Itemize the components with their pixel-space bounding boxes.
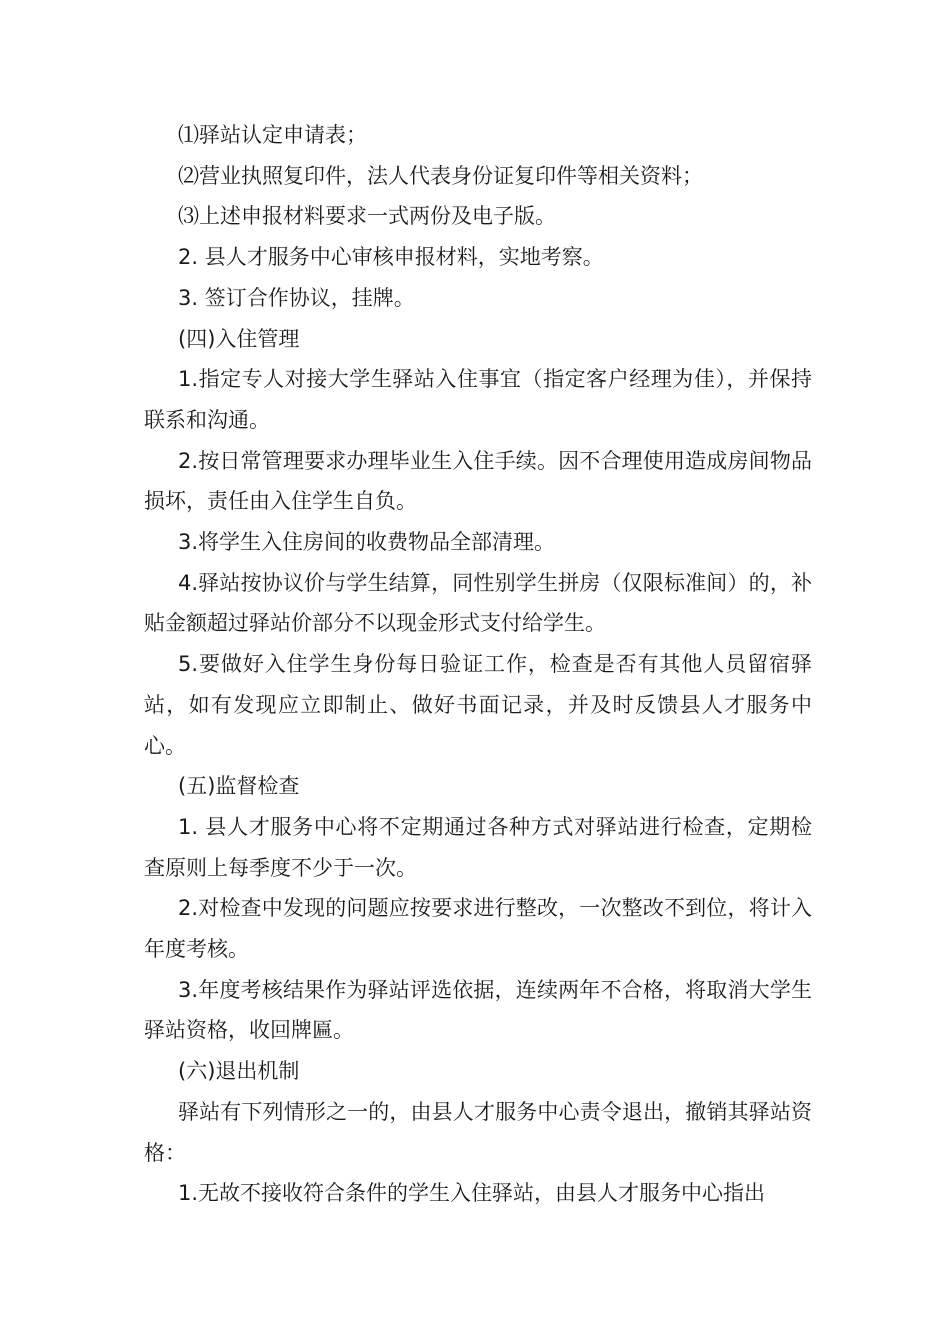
paragraph-dedicated-contact: 1.指定专人对接大学生驿站入住事宜（指定客户经理为佳），并保持联系和沟通。: [144, 367, 812, 432]
section-heading-supervision: (五)监督检查: [178, 774, 300, 799]
paragraph-annual-assessment: 3.年度考核结果作为驿站评选依据，连续两年不合格，将取消大学生驿站资格，收回牌匾。: [144, 977, 812, 1043]
section-heading-check-in: (四)入住管理: [178, 326, 300, 351]
paragraph-refuse-students: 1.无故不接收符合条件的学生入住驿站，由县人才服务中心指出: [178, 1181, 766, 1206]
document-body: [144, 115, 812, 1214]
paragraph-identity-verification: 5.要做好入住学生身份每日验证工作，检查是否有其他人员留宿驿站，如有发现应立即制止、做好书面记录，并及时反馈县人才服务中心。: [144, 652, 812, 758]
paragraph-review-materials: 2. 县人才服务中心审核申报材料，实地考察。: [178, 245, 604, 270]
paragraph-clear-items: 3.将学生入住房间的收费物品全部清理。: [178, 530, 556, 555]
paragraph-check-in-procedure: 2.按日常管理要求办理毕业生入住手续。因不合理使用造成房间物品损坏，责任由入住学生自负。: [144, 448, 812, 514]
paragraph-materials-copies: ⑶上述申报材料要求一式两份及电子版。: [178, 204, 556, 229]
paragraph-settlement: 4.驿站按协议价与学生结算，同性别学生拼房（仅限标准间）的，补贴金额超过驿站价部分不以现金形式支付给学生。: [144, 570, 812, 636]
paragraph-application-form: ⑴驿站认定申请表；: [178, 123, 367, 147]
paragraph-periodic-inspection: 1. 县人才服务中心将不定期通过各种方式对驿站进行检查，定期检查原则上每季度不少于一次。: [144, 814, 812, 880]
paragraph-business-license: ⑵营业执照复印件，法人代表身份证复印件等相关资料；: [178, 163, 703, 188]
paragraph-rectification: 2.对检查中发现的问题应按要求进行整改，一次整改不到位，将计入年度考核。: [144, 896, 812, 962]
paragraph-exit-conditions: 驿站有下列情形之一的，由县人才服务中心责令退出，撤销其驿站资格：: [144, 1099, 812, 1165]
section-heading-exit-mechanism: (六)退出机制: [178, 1059, 300, 1084]
paragraph-sign-agreement: 3. 签订合作协议，挂牌。: [178, 285, 415, 310]
